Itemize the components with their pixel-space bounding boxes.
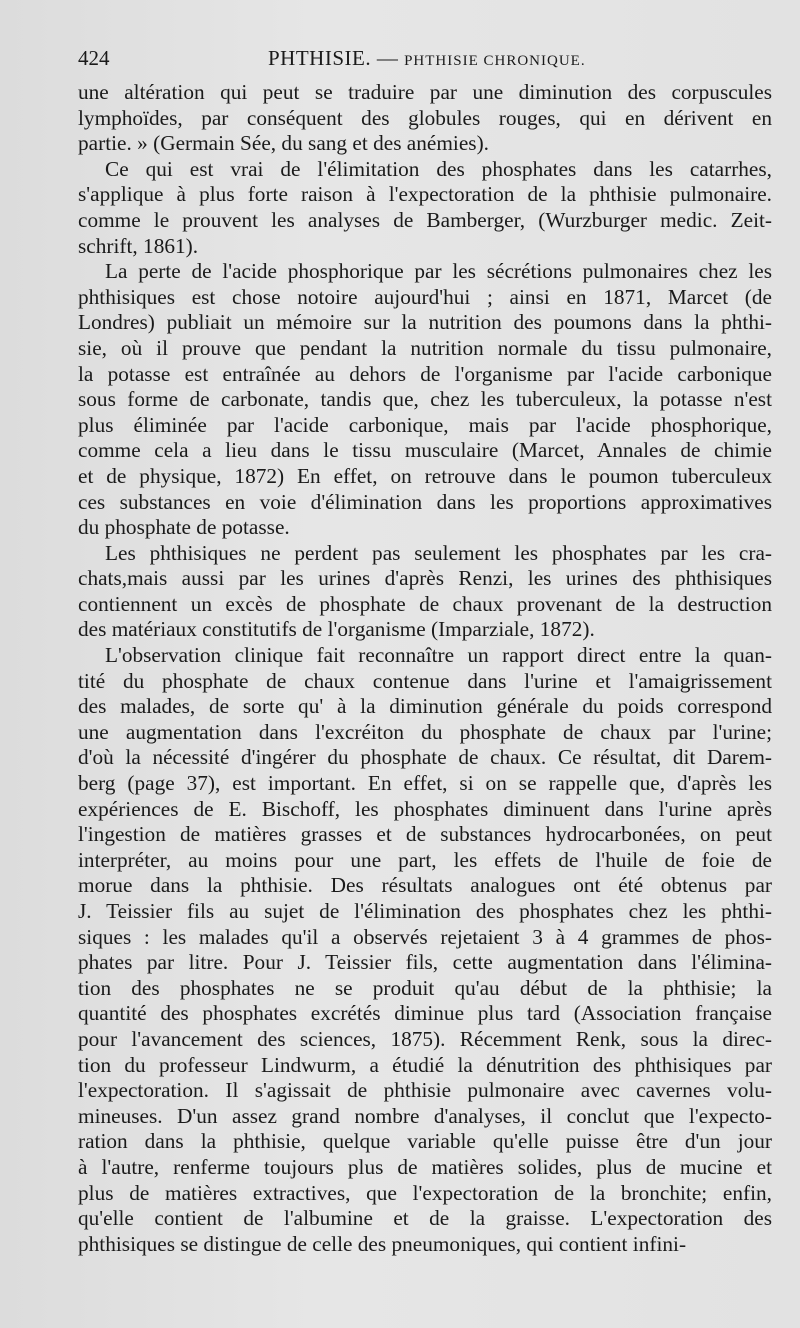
title-separator: —: [376, 46, 399, 70]
section-title: PHTHISIE CHRONIQUE.: [404, 53, 586, 69]
text-line: berg (page 37), est important. En effet, si on se rappelle que, d'après les: [78, 771, 772, 796]
text-line: et de physique, 1872) En effet, on retrouve dans le poumon tuberculeux: [78, 463, 772, 488]
text-line: siques : les malades qu'il a observés rejetaient 3 à 4 grammes de phos-: [78, 924, 772, 949]
paragraph: [78, 259, 772, 541]
body-text: [78, 80, 772, 1257]
text-line: chats,mais aussi par les urines d'après Renzi, les urines des phthisiques: [78, 566, 772, 591]
text-line: d'où la nécessité d'ingérer du phosphate de chaux. Ce résultat, dit Darem-: [78, 745, 772, 770]
text-line: morue dans la phthisie. Des résultats analogues ont été obtenus par: [78, 873, 772, 898]
text-line: qu'elle contient de l'albumine et de la graisse. L'expectoration des: [78, 1206, 772, 1231]
text-line: pour l'avancement des sciences, 1875). Récemment Renk, sous la direc-: [78, 1026, 772, 1051]
paragraph: [78, 643, 772, 1257]
text-line: la potasse est entraînée au dehors de l'organisme par l'acide carbonique: [78, 361, 772, 386]
text-line: Les phthisiques ne perdent pas seulement les phosphates par les cra-: [105, 540, 772, 565]
text-line: La perte de l'acide phosphorique par les sécrétions pulmonaires chez les: [105, 259, 772, 284]
text-line: lymphoïdes, par conséquent des globules rouges, qui en dérivent en: [78, 105, 772, 130]
text-line: ces substances en voie d'élimination dans les proportions approximatives: [78, 489, 772, 514]
text-line: du phosphate de potasse.: [78, 515, 290, 540]
paragraph: [78, 80, 772, 157]
text-line: Londres) publiait un mémoire sur la nutrition des poumons dans la phthi-: [78, 310, 772, 335]
page-number: 424: [78, 46, 110, 70]
text-line: s'applique à plus forte raison à l'expectoration de la phthisie pulmonaire.: [78, 182, 772, 207]
text-line: une augmentation dans l'excréiton du phosphate de chaux par l'urine;: [78, 719, 772, 744]
text-line: J. Teissier fils au sujet de l'élimination des phosphates chez les phthi-: [78, 899, 772, 923]
text-line: L'observation clinique fait reconnaître un rapport direct entre la quan-: [105, 643, 772, 668]
text-line: plus de matières extractives, que l'expectoration de la bronchite; enfin,: [78, 1180, 772, 1205]
running-head: [78, 38, 772, 78]
text-line: sous forme de carbonate, tandis que, chez les tuberculeux, la potasse n'est: [78, 387, 772, 412]
text-line: Ce qui est vrai de l'élimitation des phosphates dans les catarrhes,: [105, 156, 772, 181]
text-line: plus éliminée par l'acide carbonique, mais par l'acide phosphorique,: [78, 412, 772, 437]
text-line: sie, où il prouve que pendant la nutrition normale du tissu pulmonaire,: [78, 335, 772, 360]
text-line: schrift, 1861).: [78, 233, 199, 258]
text-line: tité du phosphate de chaux contenue dans l'urine et l'amaigrissement: [78, 668, 772, 693]
text-line: ration dans la phthisie, quelque variable qu'elle puisse être d'un jour: [78, 1129, 772, 1154]
text-line: l'ingestion de matières grasses et de substances hydrocarbonées, on peut: [78, 822, 772, 847]
paragraph: [78, 541, 772, 643]
text-line: une altération qui peut se traduire par une diminution des corpuscules: [78, 80, 772, 104]
text-line: phthisiques est chose notoire aujourd'hui ; ainsi en 1871, Marcet (de: [78, 284, 772, 309]
text-line: l'expectoration. Il s'agissait de phthisie pulmonaire avec cavernes volu-: [78, 1078, 772, 1103]
text-line: tion du professeur Lindwurm, a étudié la dénutrition des phthisiques par: [78, 1052, 772, 1077]
text-line: mineuses. D'un assez grand nombre d'analyses, il conclut que l'expecto-: [78, 1103, 772, 1128]
text-line: expériences de E. Bischoff, les phosphates diminuent dans l'urine après: [78, 796, 772, 821]
text-line: tion des phosphates ne se produit qu'au début de la phthisie; la: [78, 975, 772, 1000]
text-line: phates par litre. Pour J. Teissier fils, cette augmentation dans l'élimina-: [78, 950, 772, 975]
text-line: des malades, de sorte qu' à la diminution générale du poids correspond: [78, 694, 772, 719]
text-line: partie. » (Germain Sée, du sang et des anémies).: [78, 131, 490, 156]
text-line: phthisiques se distingue de celle des pneumoniques, qui contient infini-: [78, 1231, 687, 1256]
text-line: contiennent un excès de phosphate de chaux provenant de la destruction: [78, 591, 772, 616]
chapter-title: PHTHISIE.: [268, 46, 372, 70]
text-line: comme le prouvent les analyses de Bamberger, (Wurzburger medic. Zeit-: [78, 207, 772, 232]
text-line: à l'autre, renferme toujours plus de matières solides, plus de mucine et: [78, 1154, 772, 1179]
text-line: comme cela a lieu dans le tissu musculaire (Marcet, Annales de chimie: [78, 438, 772, 463]
paragraph: [78, 157, 772, 259]
text-line: quantité des phosphates excrétés diminue plus tard (Association française: [78, 1001, 772, 1026]
text-line: des matériaux constitutifs de l'organisme (Imparziale, 1872).: [78, 617, 595, 642]
running-title: [268, 38, 586, 81]
text-line: interpréter, au moins pour une part, les effets de l'huile de foie de: [78, 847, 772, 872]
